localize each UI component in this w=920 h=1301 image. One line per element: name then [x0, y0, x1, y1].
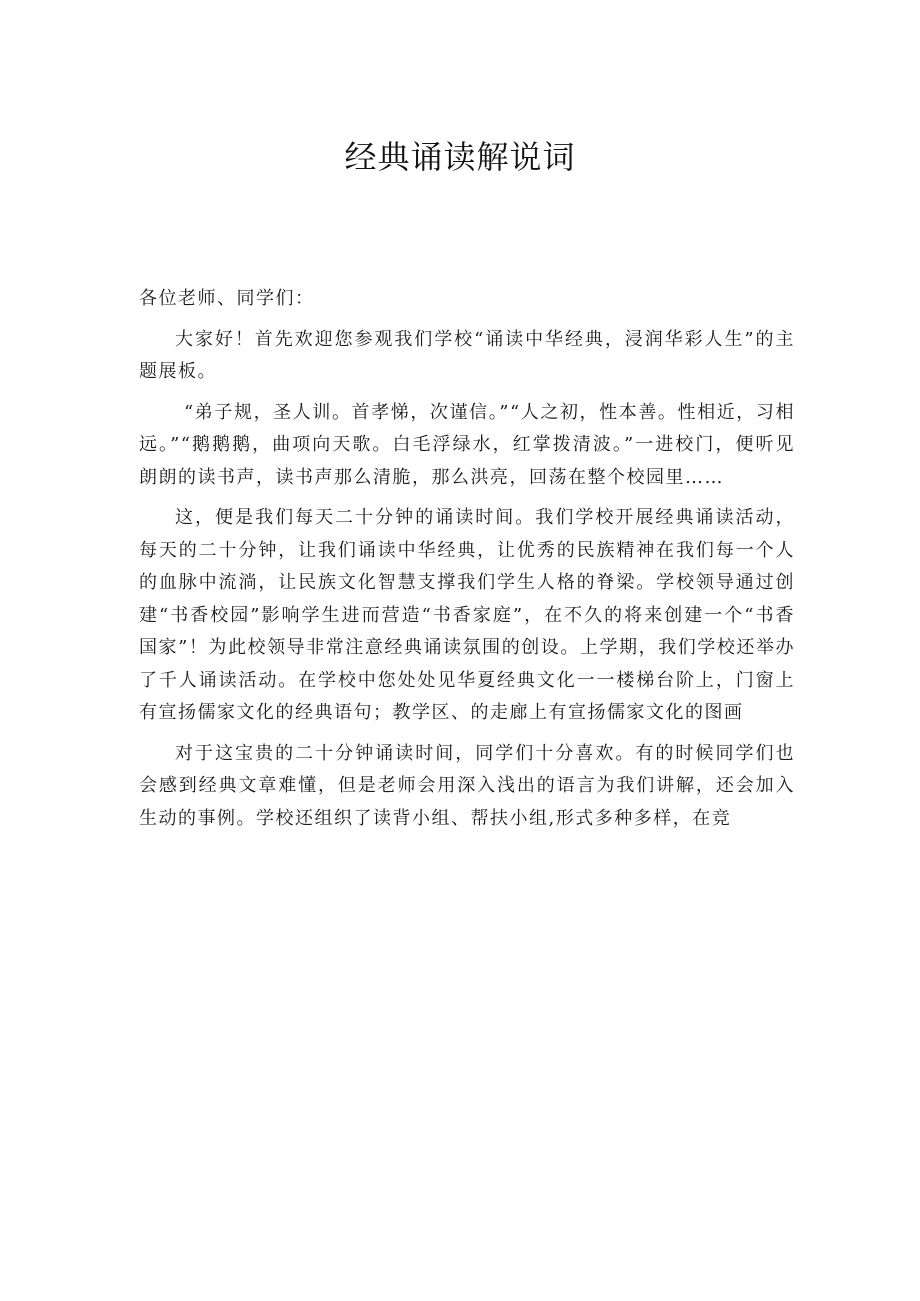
document-title: 经典诵读解说词: [344, 138, 576, 176]
paragraph-student-feedback: 对于这宝贵的二十分钟诵读时间，同学们十分喜欢。有的时候同学们也会感到经典文章难懂，但是老师会用深入浅出的语言为我们讲解，还会加入生动的事例。学校还组织了读背小组、帮扶小组,形式多种多样，在竞: [139, 742, 795, 829]
paragraph-reading-time: 这，便是我们每天二十分钟的诵读时间。我们学校开展经典诵读活动，每天的二十分钟，让我们诵读中华经典，让优秀的民族精神在我们每一个人的血脉中流淌，让民族文化智慧支撑我们学生人格的脊梁。学校领导通过创建“书香校园”影响学生进而营造“书香家庭”，在不久的将来创建一个“书香国家”！为此校领导非常注意经典诵读氛围的创设。上学期，我们学校还举办了千人诵读活动。在学校中您处处见华夏经典文化一一楼梯台阶上，门窗上有宣扬儒家文化的经典语句；教学区、的走廊上有宣扬儒家文化的图画: [139, 507, 795, 723]
greeting-line: 各位老师、同学们：: [139, 288, 315, 309]
document-body: [139, 283, 795, 843]
paragraph-welcome: 大家好！首先欢迎您参观我们学校“诵读中华经典，浸润华彩人生”的主题展板。: [139, 328, 795, 382]
paragraph-classic-quotes: “弟子规，圣人训。首孝悌，次谨信。”“人之初，性本善。性相近，习相远。”“鹅鹅鹅，曲项向天歌。白毛浮绿水，红掌拨清波。”一进校门，便听见朗朗的读书声，读书声那么清脆，那么洪亮，回荡在整个校园里……: [139, 401, 795, 488]
